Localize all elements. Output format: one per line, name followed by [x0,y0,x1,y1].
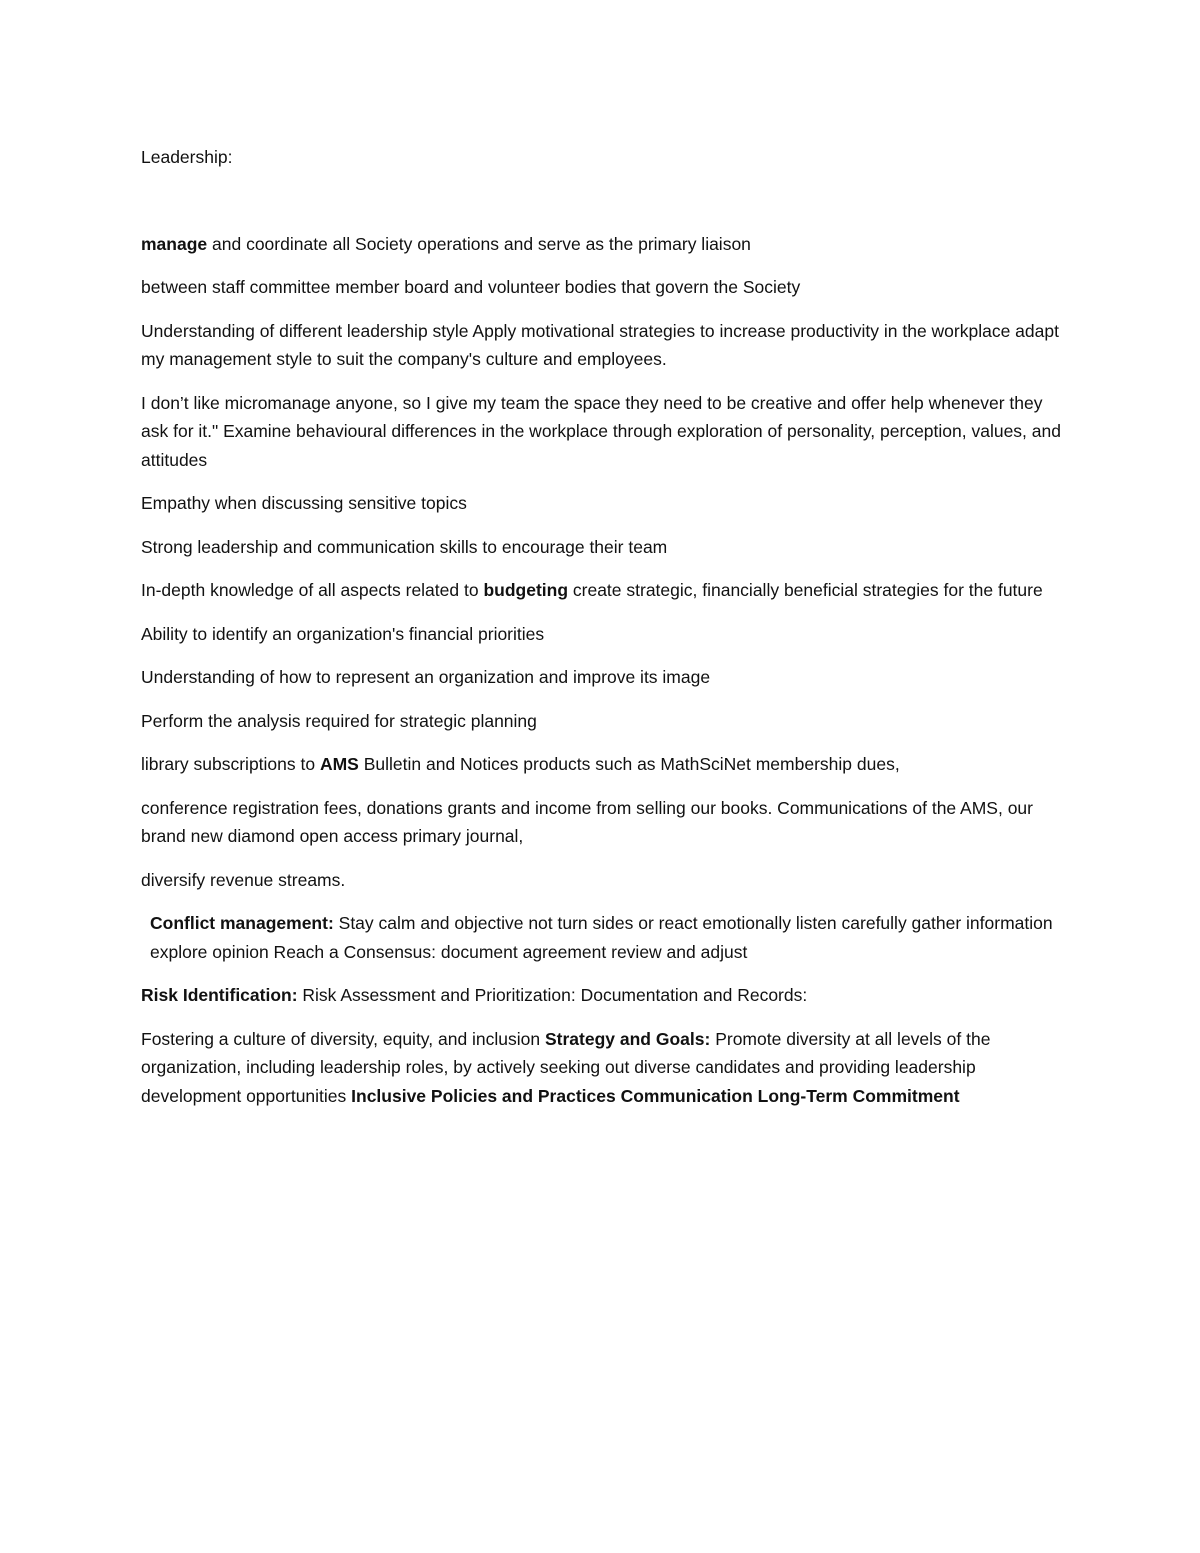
bold-text-run: manage [141,233,208,254]
paragraph-list [141,230,1071,1111]
paragraph [141,533,1071,562]
text-run: library subscriptions to [141,754,320,774]
document-title: Leadership: [141,147,233,167]
text-run: Ability to identify an organization's financial priorities [141,623,545,644]
paragraph [141,1025,1071,1111]
text-run: I don’t like micromanage anyone, so I give my team the space they need to be creative and offer help whenever they ask for it." Examine behavioural differences in the workplace through exploration of personality, perception, values, and attitudes [141,392,1061,470]
text-run: between staff committee member board and volunteer bodies that govern the Society [141,277,801,297]
paragraph [141,620,1071,649]
text-run: Stay calm and objective not turn sides or react emotionally listen carefully gather information explore opinion Reach a Consensus: document agreement review and adjust [150,913,1053,962]
bold-text-run: Inclusive Policies and Practices Communication Long-Term Commitment [351,1085,960,1106]
paragraph [141,750,1071,779]
bold-text-run: AMS [319,754,359,774]
text-run: Fostering a culture of diversity, equity, and inclusion [141,1028,545,1049]
text-run: Perform the analysis required for strategic planning [141,710,537,731]
paragraph [141,909,1071,966]
text-run: and coordinate all Society operations and serve as the primary liaison [207,233,751,254]
bold-text-run: Conflict management: [150,913,334,933]
text-run: Understanding of different leadership style Apply motivational strategies to increase productivity in the workplace adapt my management style to suit the company's culture and employees. [141,320,1059,369]
text-run: Risk Assessment and Prioritization: Documentation and Records: [297,985,808,1005]
text-run: In-depth knowledge of all aspects related to [141,580,484,600]
text-run: Strong leadership and communication skills to encourage their team [141,536,668,557]
text-run: conference registration fees, donations grants and income from selling our books. Communications of the AMS, our brand new diamond open access primary journal, [141,797,1033,846]
paragraph [141,389,1071,475]
text-run: Understanding of how to represent an organization and improve its image [141,667,711,687]
bold-text-run: budgeting [483,580,569,600]
paragraph [141,576,1071,605]
paragraph [141,273,1071,302]
paragraph [141,230,1071,259]
paragraph [141,489,1071,518]
text-run: create strategic, financially beneficial strategies for the future [568,580,1043,600]
text-run: Empathy when discussing sensitive topics [141,493,467,513]
paragraph [141,707,1071,736]
bold-text-run: Strategy and Goals: [545,1028,711,1049]
bold-text-run: Risk Identification: [141,985,298,1005]
paragraph [141,981,1071,1010]
paragraph [141,866,1071,895]
text-run: diversify revenue streams. [141,869,346,890]
paragraph [141,663,1071,692]
paragraph [141,794,1071,851]
text-run: Promote diversity at all levels of the organization, including leadership roles, by actively seeking out diverse candidates and providing leadership development opportunities [141,1028,991,1106]
paragraph [141,317,1071,374]
document-body [141,143,1071,1125]
text-run: Bulletin and Notices products such as MathSciNet membership dues, [358,754,900,774]
